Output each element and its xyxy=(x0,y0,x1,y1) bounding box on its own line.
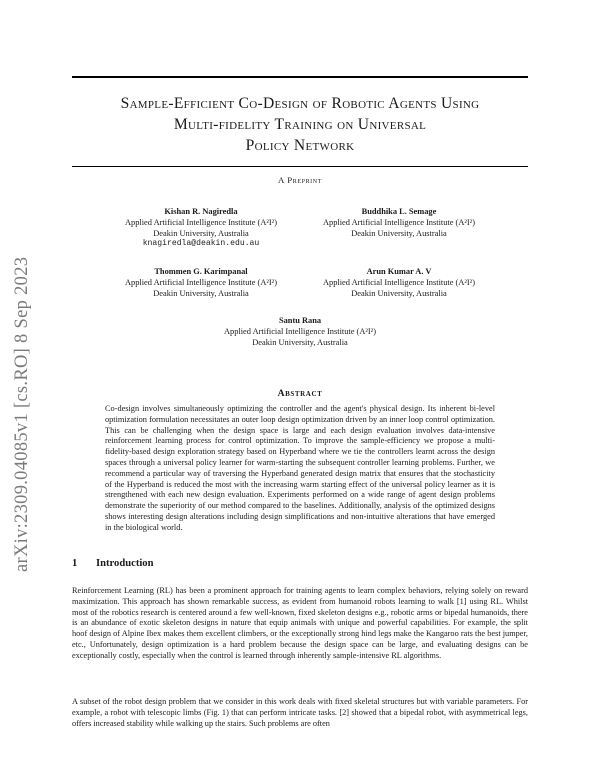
abstract-heading: Abstract xyxy=(277,388,323,399)
author-university: Deakin University, Australia xyxy=(351,288,447,298)
author-email[interactable]: knagiredla@deakin.edu.au xyxy=(142,239,260,249)
author-block xyxy=(96,267,306,299)
author-name: Arun Kumar A. V xyxy=(366,267,432,276)
preprint-label: A Preprint xyxy=(278,175,322,185)
title-rule-bottom xyxy=(72,166,528,167)
title-rule-top xyxy=(72,76,528,78)
title-line: Sample-Efficient Co-Design of Robotic Agents Using xyxy=(120,95,480,112)
arxiv-identifier[interactable]: arXiv:2309.04085v1 [cs.RO] 8 Sep 2023 xyxy=(12,256,32,572)
title-line: Multi-fidelity Training on Universal xyxy=(173,116,427,133)
author-affiliation: Applied Artificial Intelligence Institute (A²I²) xyxy=(322,217,475,227)
author-university: Deakin University, Australia xyxy=(351,228,447,238)
author-affiliation: Applied Artificial Intelligence Institute (A²I²) xyxy=(124,277,277,287)
author-block xyxy=(195,316,405,348)
body-paragraph: A subset of the robot design problem that we consider in this work deals with fixed skeletal structures but with variable parameters. For example, a robot with telescopic limbs (Fig. 1) that can perform intricate tasks. [2] showed that a bipedal robot, with asymmetrical legs, offers increased stability while walking up the stairs. Such problems are often xyxy=(72,697,528,728)
author-name: Kishan R. Nagiredla xyxy=(164,207,238,216)
author-affiliation: Applied Artificial Intelligence Institute (A²I²) xyxy=(223,326,376,336)
author-name: Santu Rana xyxy=(278,316,322,325)
body-paragraph: Reinforcement Learning (RL) has been a prominent approach for training agents to learn complex behaviors, relying solely on reward maximization. This approach has shown remarkable success, as evident from humanoid robots learning to walk [1] using RL. Whilst most of the robotics research is centered around a few well-known, fixed skeleton designs e.g., robotic arms or bipedal humanoids, there is an abundance of exotic skeleton designs in nature that equip animals with unique and powerful capabilities. For example, the split hoof design of Alpine Ibex makes them excellent climbers, or the exceptionally strong hind legs make the Kangaroo rats the best jumper, etc., Unfortunately, design optimization is a hard problem because the design space can be large, and evaluating designs can be exceptionally costly, especially when the control is learned through inherently sample-intensive RL algorithms. xyxy=(72,586,528,660)
author-block xyxy=(294,207,504,239)
author-name: Buddhika L. Semage xyxy=(361,207,437,216)
author-name: Thommen G. Karimpanal xyxy=(154,267,248,276)
title-line: Policy Network xyxy=(245,137,355,154)
author-university: Deakin University, Australia xyxy=(153,228,249,238)
section-number: 1 xyxy=(72,558,78,569)
author-university: Deakin University, Australia xyxy=(153,288,249,298)
abstract-text: Co-design involves simultaneously optimizing the controller and the agent's physical design. Its inherent bi-level optimization formulation necessitates an outer loop design optimization driven by an inner loop control optimization. This can be challenging when the design space is large and each design evaluation involves data-intensive reinforcement learning process for control optimization. To improve the sample-efficiency we propose a multi-fidelity-based design exploration strategy based on Hyperband where we tie the controllers learnt across the design spaces through a universal policy learner for warm-starting the subsequent controller learning problems. Further, we recommend a particular way of traversing the Hyperband generated design matrix that ensures that the stochasticity of the Hyperband is reduced the most with the increasing warm starting effect of the universal policy learner as it is strengthened with each new design evaluation. Experiments performed on a wide range of agent design problems demonstrate the superiority of our method compared to the baselines. Additionally, analysis of the optimized designs shows interesting design alterations including design simplifications and non-intuitive alterations that have emerged in the biological world. xyxy=(105,404,495,532)
author-university: Deakin University, Australia xyxy=(252,337,348,347)
author-affiliation: Applied Artificial Intelligence Institute (A²I²) xyxy=(322,277,475,287)
author-block xyxy=(294,267,504,299)
section-heading xyxy=(72,558,154,569)
paper-title xyxy=(72,93,528,156)
section-title: Introduction xyxy=(96,558,154,569)
author-block xyxy=(96,207,306,250)
author-affiliation: Applied Artificial Intelligence Institute (A²I²) xyxy=(124,217,277,227)
